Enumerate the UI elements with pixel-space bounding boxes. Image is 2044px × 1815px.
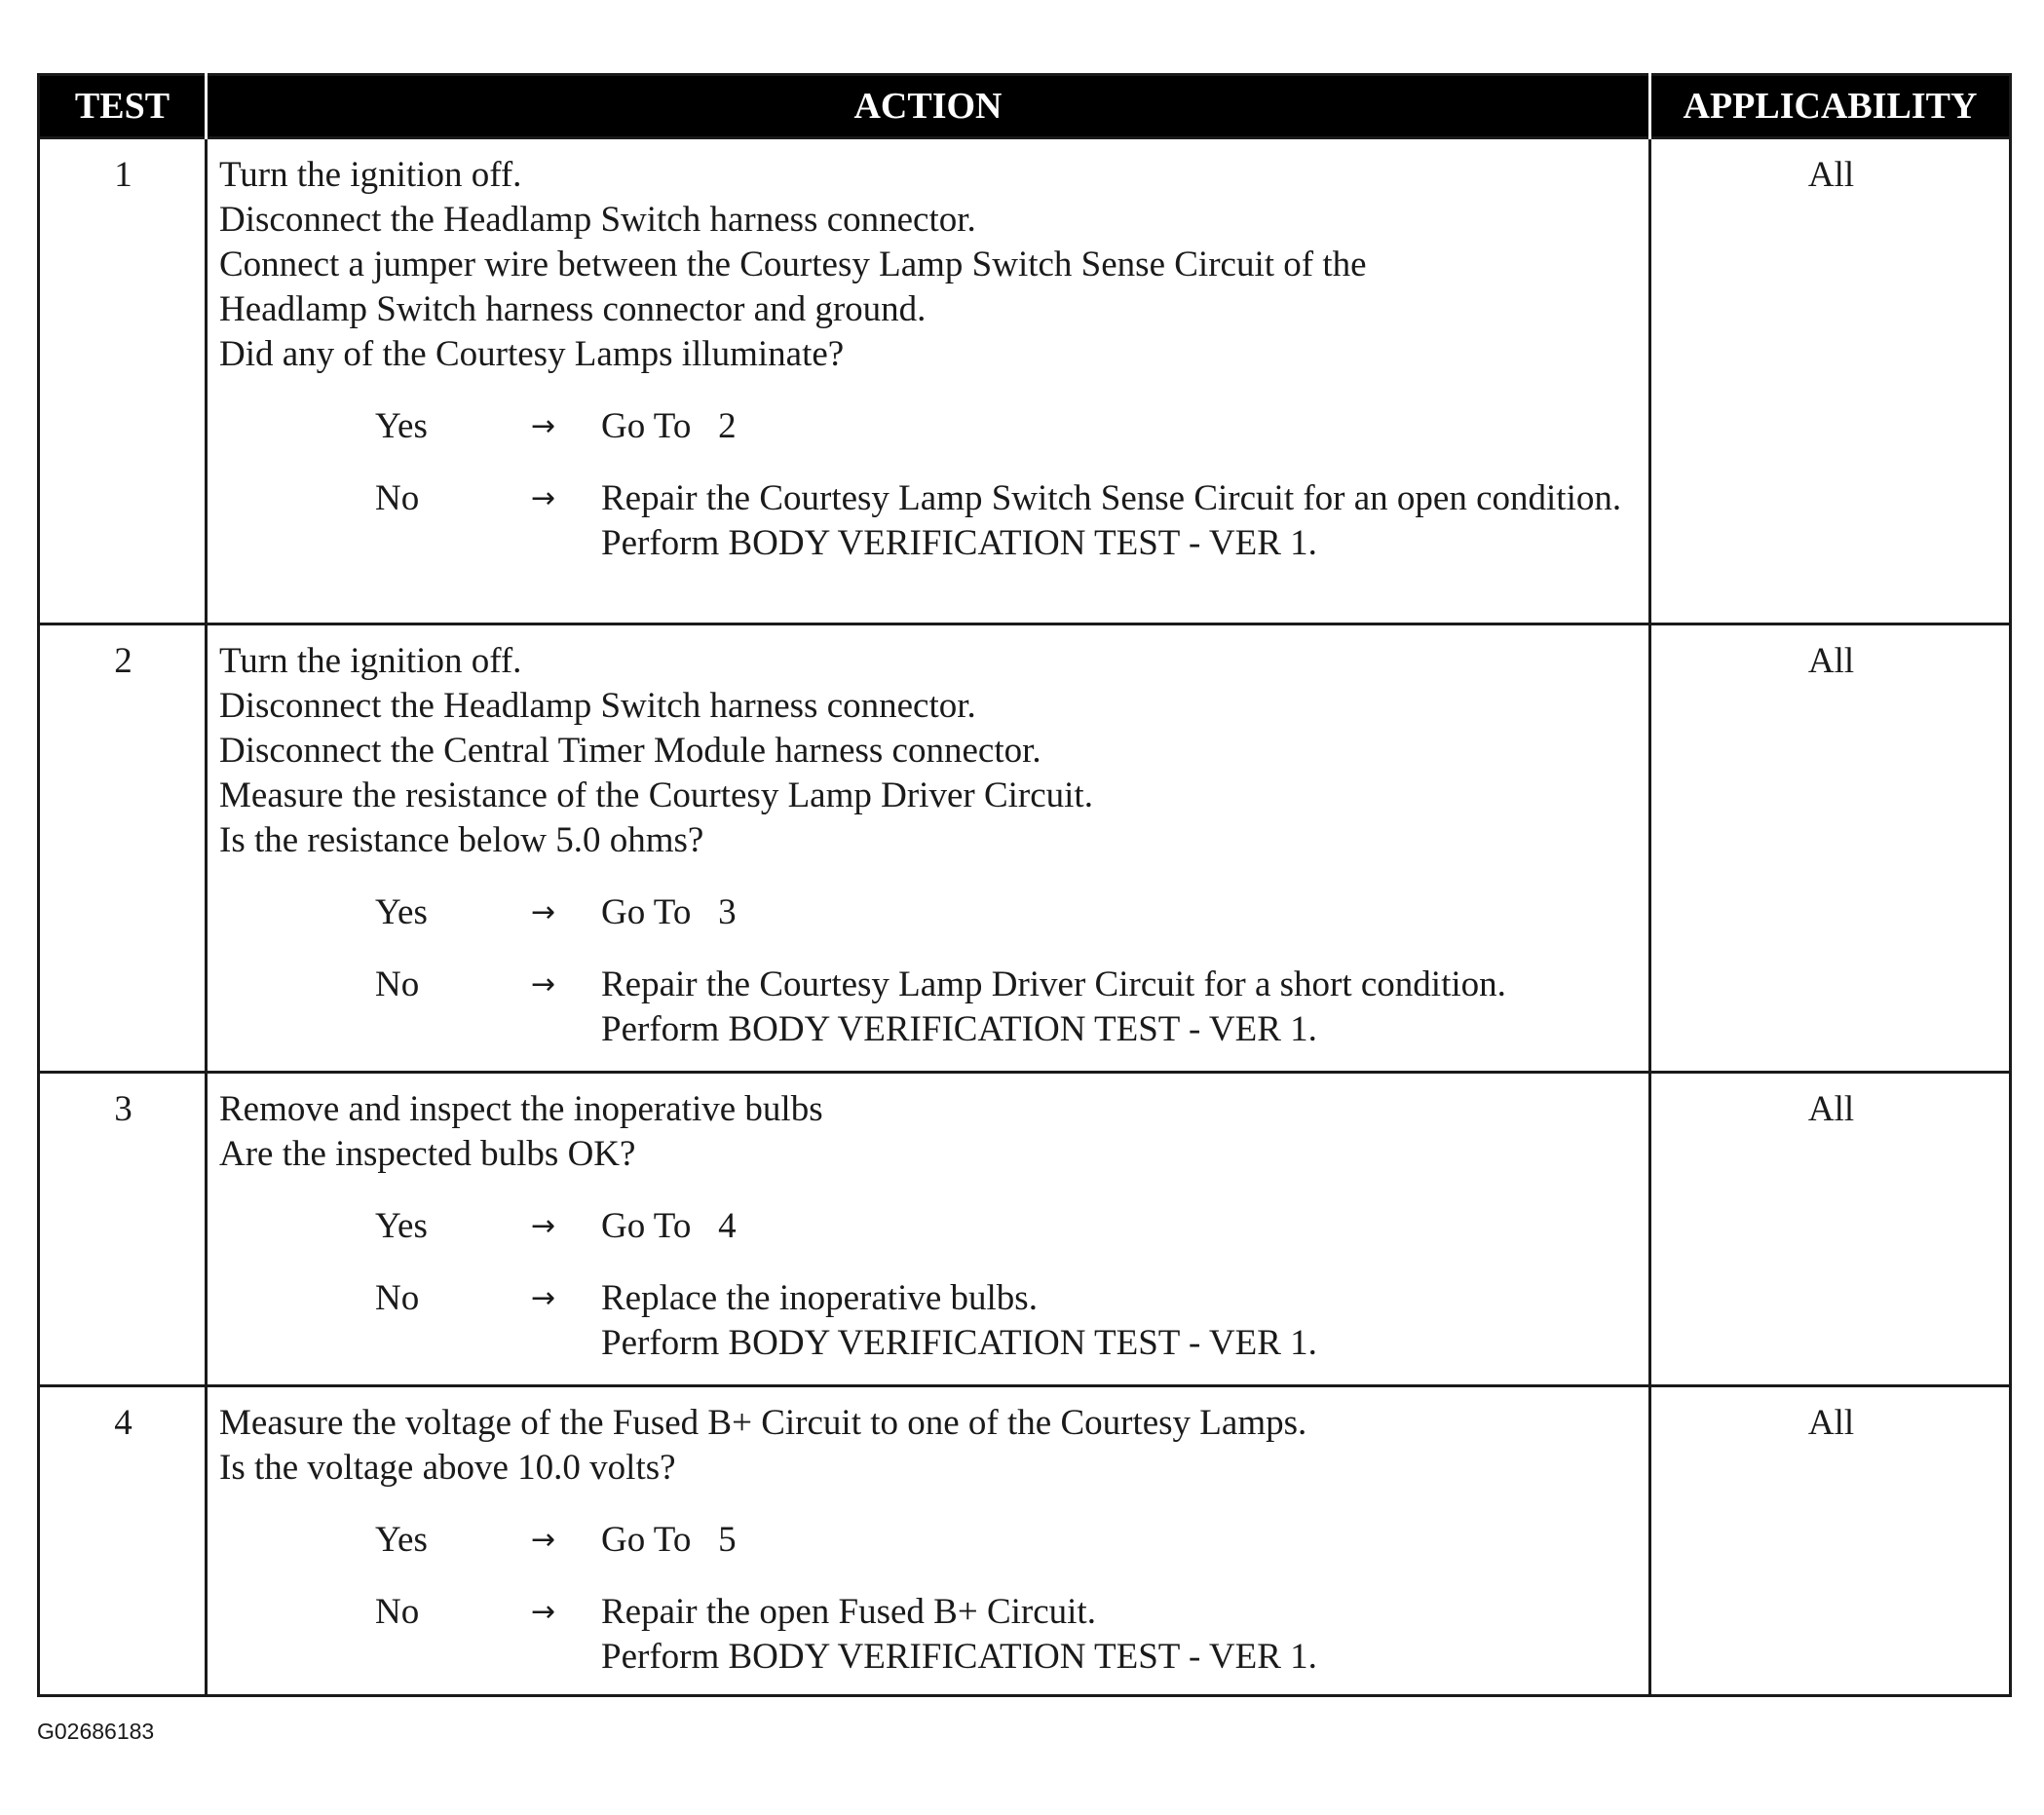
arrow-right-icon: → [531,409,556,443]
action-cell [207,138,1650,624]
result-line: Perform BODY VERIFICATION TEST - VER 1. [601,523,1317,563]
yes-result [601,404,1639,449]
action-step: Headlamp Switch harness connector and ground. [219,289,927,329]
result-line: Go To 3 [601,892,737,932]
test-number: 2 [39,624,207,1073]
yes-result [601,1518,1639,1563]
no-result [601,1276,1639,1366]
action-step: Disconnect the Headlamp Switch harness connector. [219,686,976,726]
action-cell [207,624,1650,1073]
no-branch [375,476,1639,566]
test-number: 1 [39,138,207,624]
no-result [601,476,1639,566]
no-label: No [375,478,420,518]
yes-label: Yes [375,1206,428,1246]
diagnostic-test-table [37,73,2012,1697]
table-body [39,138,2011,1696]
action-step: Turn the ignition off. [219,641,522,681]
arrow-right-icon: → [531,1209,556,1243]
action-step: Disconnect the Central Timer Module harness connector. [219,731,1041,771]
table-row [39,1073,2011,1386]
yes-branch [375,890,1639,935]
result-line: Repair the Courtesy Lamp Driver Circuit for a short condition. [601,964,1506,1004]
yes-label: Yes [375,1520,428,1560]
result-line: Perform BODY VERIFICATION TEST - VER 1. [601,1323,1317,1363]
action-step: Disconnect the Headlamp Switch harness connector. [219,200,976,240]
action-step: Are the inspected bulbs OK? [219,1134,636,1174]
yes-result [601,1204,1639,1249]
applicability-cell: All [1650,1073,2011,1386]
arrow-right-icon: → [531,1595,556,1629]
arrow-right-icon: → [531,1523,556,1557]
test-number: 3 [39,1073,207,1386]
action-step: Measure the voltage of the Fused B+ Circuit to one of the Courtesy Lamps. [219,1403,1307,1443]
result-line: Repair the open Fused B+ Circuit. [601,1592,1096,1632]
test-number: 4 [39,1386,207,1696]
action-cell [207,1386,1650,1696]
figure-id: G02686183 [37,1719,155,1744]
yes-label: Yes [375,892,428,932]
no-branch [375,963,1639,1052]
arrow-right-icon: → [531,1281,556,1315]
no-result [601,1590,1639,1680]
applicability-cell: All [1650,1386,2011,1696]
result-line: Repair the Courtesy Lamp Switch Sense Circuit for an open condition. [601,478,1622,518]
yes-branch [375,1518,1639,1563]
result-line: Go To 5 [601,1520,737,1560]
yes-branch [375,404,1639,449]
no-branch [375,1590,1639,1680]
arrow-right-icon: → [531,481,556,515]
arrow-right-icon: → [531,895,556,929]
result-line: Replace the inoperative bulbs. [601,1278,1038,1318]
action-step: Is the resistance below 5.0 ohms? [219,820,704,860]
no-label: No [375,1592,420,1632]
action-step: Is the voltage above 10.0 volts? [219,1448,676,1488]
no-result [601,963,1639,1052]
header-action: ACTION [207,75,1650,138]
table-row [39,624,2011,1073]
action-step: Turn the ignition off. [219,155,522,195]
header-test: TEST [39,75,207,138]
table-header-row [39,75,2011,138]
action-step: Did any of the Courtesy Lamps illuminate? [219,334,845,374]
no-label: No [375,964,420,1004]
applicability-cell: All [1650,624,2011,1073]
table-row [39,1386,2011,1696]
yes-label: Yes [375,406,428,446]
action-step: Connect a jumper wire between the Courtesy Lamp Switch Sense Circuit of the [219,245,1367,284]
action-step: Measure the resistance of the Courtesy Lamp Driver Circuit. [219,775,1093,815]
result-line: Go To 2 [601,406,737,446]
applicability-cell: All [1650,138,2011,624]
action-step: Remove and inspect the inoperative bulbs [219,1089,823,1129]
result-line: Go To 4 [601,1206,737,1246]
action-cell [207,1073,1650,1386]
result-line: Perform BODY VERIFICATION TEST - VER 1. [601,1637,1317,1677]
no-branch [375,1276,1639,1366]
no-label: No [375,1278,420,1318]
table-row [39,138,2011,624]
yes-result [601,890,1639,935]
yes-branch [375,1204,1639,1249]
arrow-right-icon: → [531,967,556,1002]
header-applicability: APPLICABILITY [1650,75,2011,138]
result-line: Perform BODY VERIFICATION TEST - VER 1. [601,1009,1317,1049]
